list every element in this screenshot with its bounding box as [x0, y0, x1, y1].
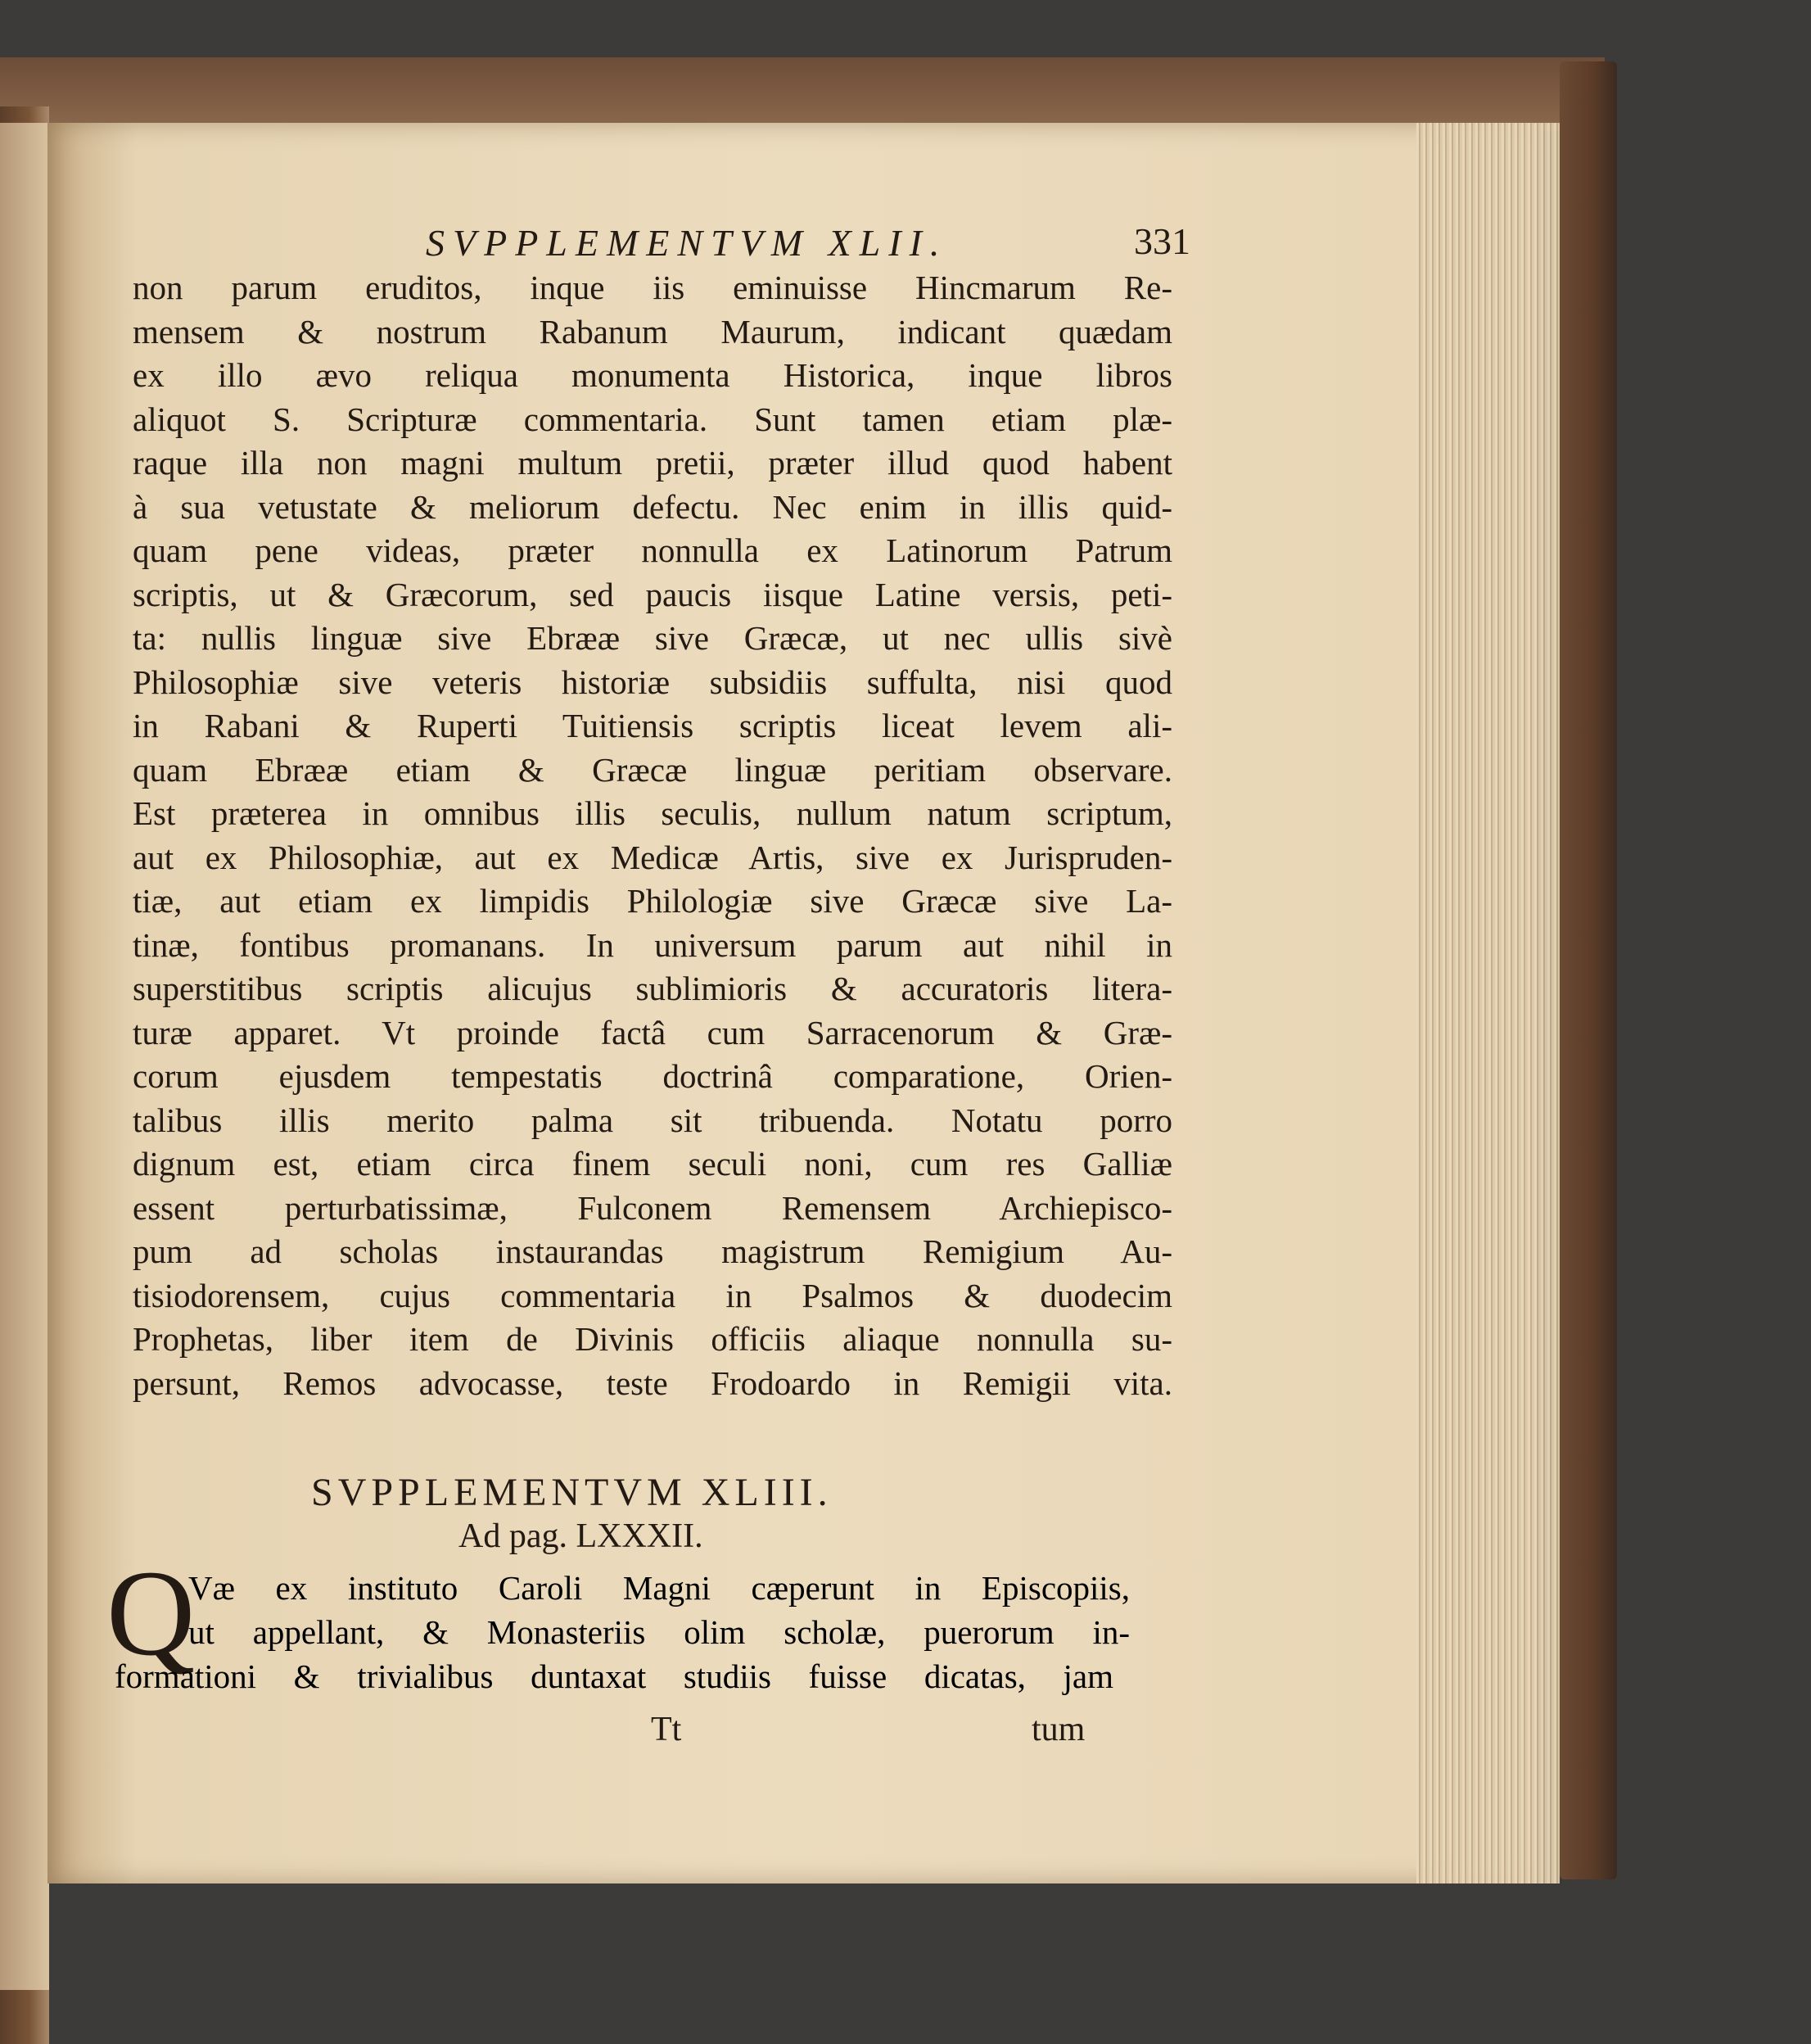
text-line: in Rabani & Ruperti Tuitiensis scriptis liceat levem ali- [133, 707, 1172, 744]
text-line: Væ ex instituto Caroli Magni cæperunt in Episcopiis, [188, 1569, 1130, 1607]
right-cover [1560, 61, 1617, 1879]
section-text-indented [188, 1567, 1130, 1654]
text-line: ta: nullis linguæ sive Ebrææ sive Græcæ, ut nec ullis sivè [133, 619, 1172, 657]
book-top-edge [0, 57, 1605, 131]
text-line: Philosophiæ sive veteris historiæ subsidiis suffulta, nisi quod [133, 662, 1172, 701]
text-line: tiæ, aut etiam ex limpidis Philologiæ sive Græcæ sive La- [133, 882, 1172, 920]
text-line: essent perturbatissimæ, Fulconem Remensem Archiepisco- [133, 1188, 1172, 1227]
section-text [115, 1655, 1113, 1699]
running-head: SVPPLEMENTVM XLII. [426, 222, 948, 264]
page-stack-edges [1416, 123, 1560, 1883]
signature-mark: Tt [651, 1711, 682, 1748]
catchword: tum [1032, 1711, 1086, 1748]
text-line: Est præterea in omnibus illis seculis, nullum natum scriptum, [133, 794, 1172, 832]
text-line: tisiodorensem, cujus commentaria in Psalmos & duodecim [133, 1276, 1172, 1314]
text-line: aliquot S. Scripturæ commentaria. Sunt tamen etiam plæ- [133, 400, 1172, 438]
text-line: pum ad scholas instaurandas magistrum Remigium Au- [133, 1232, 1172, 1270]
text-line: tinæ, fontibus promanans. In universum parum aut nihil in [133, 925, 1172, 964]
text-line: ut appellant, & Monasteriis olim scholæ, puerorum in- [188, 1612, 1130, 1651]
text-line: turæ apparet. Vt proinde factâ cum Sarracenorum & Græ- [133, 1013, 1172, 1051]
text-line: talibus illis merito palma sit tribuenda. Notatu porro [133, 1101, 1172, 1139]
page-number: 331 [1134, 220, 1190, 262]
text-line: ex illo ævo reliqua monumenta Historica, inque libros [133, 356, 1172, 394]
text-line: persunt, Remos advocasse, teste Frodoardo in Remigii vita. [133, 1363, 1172, 1402]
text-line: superstitibus scriptis alicujus sublimioris & accuratoris litera- [133, 970, 1172, 1007]
text-line: corum ejusdem tempestatis doctrinâ comparatione, Orien- [133, 1057, 1172, 1095]
section-reference: Ad pag. LXXXII. [458, 1517, 703, 1555]
text-line: à sua vetustate & meliorum defectu. Nec enim in illis quid- [133, 487, 1172, 526]
text-line: scriptis, ut & Græcorum, sed paucis iisque Latine versis, peti- [133, 575, 1172, 613]
text-line: non parum eruditos, inque iis eminuisse Hincmarum Re- [133, 269, 1172, 306]
text-line: quam pene videas, præter nonnulla ex Latinorum Patrum [133, 531, 1172, 569]
left-page-edge [0, 123, 49, 1990]
body-text [133, 266, 1172, 1405]
text-line: aut ex Philosophiæ, aut ex Medicæ Artis, sive ex Jurispruden- [133, 838, 1172, 876]
text-line: Prophetas, liber item de Divinis officiis aliaque nonnulla su- [133, 1320, 1172, 1358]
text-line: quam Ebrææ etiam & Græcæ linguæ peritiam observare. [133, 750, 1172, 789]
text-line: formationi & trivialibus duntaxat studiis fuisse dicatas, jam [115, 1657, 1113, 1695]
drop-cap: Q [106, 1545, 196, 1681]
text-line: mensem & nostrum Rabanum Maurum, indicant quædam [133, 312, 1172, 350]
text-line: raque illa non magni multum pretii, præter illud quod habent [133, 444, 1172, 482]
section-heading: SVPPLEMENTVM XLIII. [311, 1471, 833, 1514]
text-line: dignum est, etiam circa finem seculi noni, cum res Galliæ [133, 1145, 1172, 1183]
